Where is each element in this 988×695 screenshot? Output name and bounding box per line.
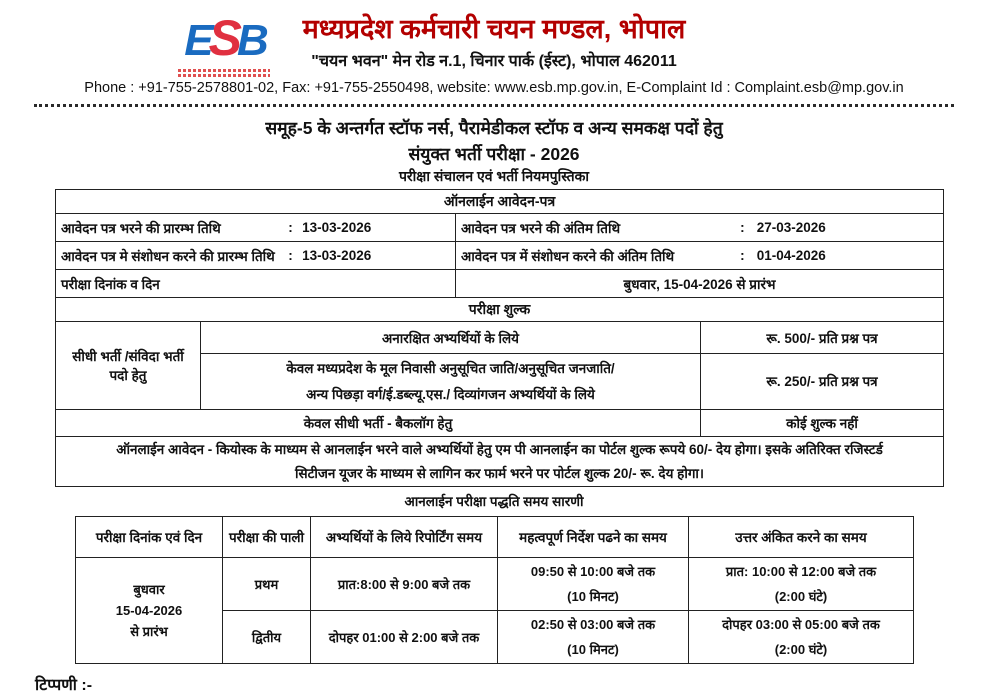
- backlog-label: केवल सीधी भर्ती - बैकलॉग हेतु: [56, 410, 701, 437]
- fee-group-label-line2: पदो हेतु: [109, 367, 147, 383]
- schedule-header-shift: परीक्षा की पाली: [223, 517, 311, 558]
- schedule-header-date: परीक्षा दिनांक एवं दिन: [76, 517, 223, 558]
- header-text: [0, 12, 988, 97]
- unreserved-fee: रू. 500/- प्रति प्रश्न पत्र: [701, 322, 944, 354]
- shift2-answer-time-line1: दोपहर 03:00 से 05:00 बजे तक: [722, 617, 880, 632]
- header: [0, 0, 988, 107]
- colon: :: [740, 248, 745, 263]
- correction-start-cell: [56, 242, 456, 270]
- exam-date-label: परीक्षा दिनांक व दिन: [56, 270, 456, 298]
- shift2-reporting-time: दोपहर 01:00 से 2:00 बजे तक: [311, 611, 498, 664]
- logo-tagline-line: [178, 69, 270, 72]
- org-address: "चयन भवन" मेन रोड न.1, चिनार पार्क (ईस्ट), भोपाल 462011: [311, 53, 677, 70]
- schedule-title: आनलाईन परीक्षा पद्धति समय सारणी: [404, 494, 584, 509]
- shift2-instruction-time-line1: 02:50 से 03:00 बजे तक: [530, 617, 656, 632]
- application-end-label: आवेदन पत्र भरने की अंतिम तिथि: [461, 220, 621, 236]
- schedule-header-answer: उत्तर अंकित करने का समय: [689, 517, 914, 558]
- logo-letter-b: B: [236, 16, 264, 65]
- schedule-header-row: [76, 517, 914, 558]
- unreserved-label: अनारक्षित अभ्यर्थियों के लिये: [201, 322, 701, 354]
- notice-title-line3: परीक्षा संचालन एवं भर्ती नियमपुस्तिका: [398, 168, 589, 184]
- application-fee-table: [55, 189, 944, 487]
- fee-group-label: [56, 322, 201, 410]
- exam-schedule-table: [75, 516, 914, 664]
- correction-end-cell: [456, 242, 944, 270]
- colon: :: [740, 220, 745, 235]
- shift2-instruction-time-line2: (10 मिनट): [567, 642, 619, 657]
- portal-fee-note: [56, 437, 944, 487]
- application-end-cell: [456, 214, 944, 242]
- reserved-fee: रू. 250/- प्रति प्रश्न पत्र: [701, 354, 944, 410]
- contact-line: Phone : +91-755-2578801-02, Fax: +91-755-2550498, website: www.esb.mp.gov.in, E-Complaint Id : Complaint.esb@mp.gov.in: [84, 80, 904, 96]
- notice-title-line1: समूह-5 के अन्तर्गत स्टॉफ नर्स, पैरामेडीकल स्टॉफ व अन्य समकक्ष पदों हेतु: [265, 118, 723, 138]
- application-start-cell: [56, 214, 456, 242]
- backlog-fee: कोई शुल्क नहीं: [701, 410, 944, 437]
- reserved-label: [201, 354, 701, 410]
- schedule-header-reporting: अभ्यर्थियों के लिये रिपोर्टिंग समय: [311, 517, 498, 558]
- shift2-instruction-time: [498, 611, 689, 664]
- application-start-date: 13-03-2026: [302, 220, 372, 235]
- reserved-label-line2: अन्य पिछड़ा वर्ग/ई.डब्ल्यू.एस./ दिव्यांगजन अभ्यर्थियों के लिये: [306, 386, 595, 402]
- logo-tagline-lines: [176, 69, 272, 77]
- footer-remark: टिप्पणी :-: [35, 677, 93, 694]
- application-section-header: ऑनलाईन आवेदन-पत्र: [56, 190, 944, 214]
- shift2-answer-time: [689, 611, 914, 664]
- portal-fee-note-line2: सिटीजन यूजर के माध्यम से लागिन कर फार्म भरने पर पोर्टल शुल्क 20/- रू. देय होगा।: [294, 465, 705, 481]
- org-name: मध्यप्रदेश कर्मचारी चयन मण्डल, भोपाल: [302, 14, 686, 44]
- correction-end-label: आवेदन पत्र में संशोधन करने की अंतिम तिथि: [461, 248, 675, 264]
- correction-start-label: आवेदन पत्र मे संशोधन करने की प्रारम्भ तिथि: [61, 248, 275, 264]
- logo-letter-e: E: [184, 16, 209, 65]
- shift1-instruction-time-line1: 09:50 से 10:00 बजे तक: [530, 564, 656, 579]
- fee-group-label-line1: सीधी भर्ती /संविदा भर्ती: [72, 348, 184, 364]
- fee-section-header-row: [56, 298, 944, 322]
- shift1-instruction-time-line2: (10 मिनट): [567, 589, 619, 604]
- application-row-dates: [56, 214, 944, 242]
- notice-title-line2: संयुक्त भर्ती परीक्षा - 2026: [408, 144, 580, 164]
- application-start-label: आवेदन पत्र भरने की प्रारम्भ तिथि: [61, 220, 221, 236]
- schedule-exam-date: [76, 558, 223, 664]
- schedule-header-instructions: महत्वपूर्ण निर्देश पढने का समय: [498, 517, 689, 558]
- schedule-exam-date-line2: 15-04-2026: [115, 603, 183, 618]
- colon: :: [288, 220, 293, 235]
- schedule-row-shift1: [76, 558, 914, 611]
- shift1-answer-time-line1: प्रात: 10:00 से 12:00 बजे तक: [725, 564, 877, 579]
- dashed-divider: [34, 104, 954, 107]
- schedule-exam-date-line3: से प्रारंभ: [130, 624, 168, 639]
- fee-row-unreserved: [56, 322, 944, 354]
- reserved-label-line1: केवल मध्यप्रदेश के मूल निवासी अनुसूचित जाति/अनुसूचित जनजाति/: [286, 360, 615, 376]
- shift1-answer-time: [689, 558, 914, 611]
- exam-date-value: बुधवार, 15-04-2026 से प्रारंभ: [456, 270, 944, 298]
- application-section-header-row: [56, 190, 944, 214]
- application-end-date: 27-03-2026: [756, 220, 826, 235]
- shift1-reporting-time: प्रात:8:00 से 9:00 बजे तक: [311, 558, 498, 611]
- esb-logo-icon: [168, 12, 280, 67]
- shift2-name: द्वितीय: [223, 611, 311, 664]
- correction-start-date: 13-03-2026: [302, 248, 372, 263]
- exam-date-row: [56, 270, 944, 298]
- shift1-instruction-time: [498, 558, 689, 611]
- fee-section-header: परीक्षा शुल्क: [56, 298, 944, 322]
- logo-letter-s: S: [208, 10, 237, 66]
- shift2-answer-time-line2: (2:00 घंटे): [774, 642, 828, 657]
- portal-fee-note-line1: ऑनलाईन आवेदन - कियोस्क के माध्यम से आनलाईन भरने वाले अभ्यर्थियों हेतु एम पी आनलाईन का पोर्टल शुल्क रूपये 60/- देय होगा। इसके अतिरिक्त रजिस्टर्ड: [116, 441, 883, 457]
- correction-row-dates: [56, 242, 944, 270]
- schedule-exam-date-line1: बुधवार: [133, 582, 165, 597]
- shift1-name: प्रथम: [223, 558, 311, 611]
- fee-row-backlog: [56, 410, 944, 437]
- esb-logo: [168, 12, 280, 79]
- portal-fee-note-row: [56, 437, 944, 487]
- correction-end-date: 01-04-2026: [756, 248, 826, 263]
- colon: :: [288, 248, 293, 263]
- logo-tagline-line: [178, 74, 270, 77]
- notice-titles: [0, 116, 988, 185]
- shift1-answer-time-line2: (2:00 घंटे): [774, 589, 828, 604]
